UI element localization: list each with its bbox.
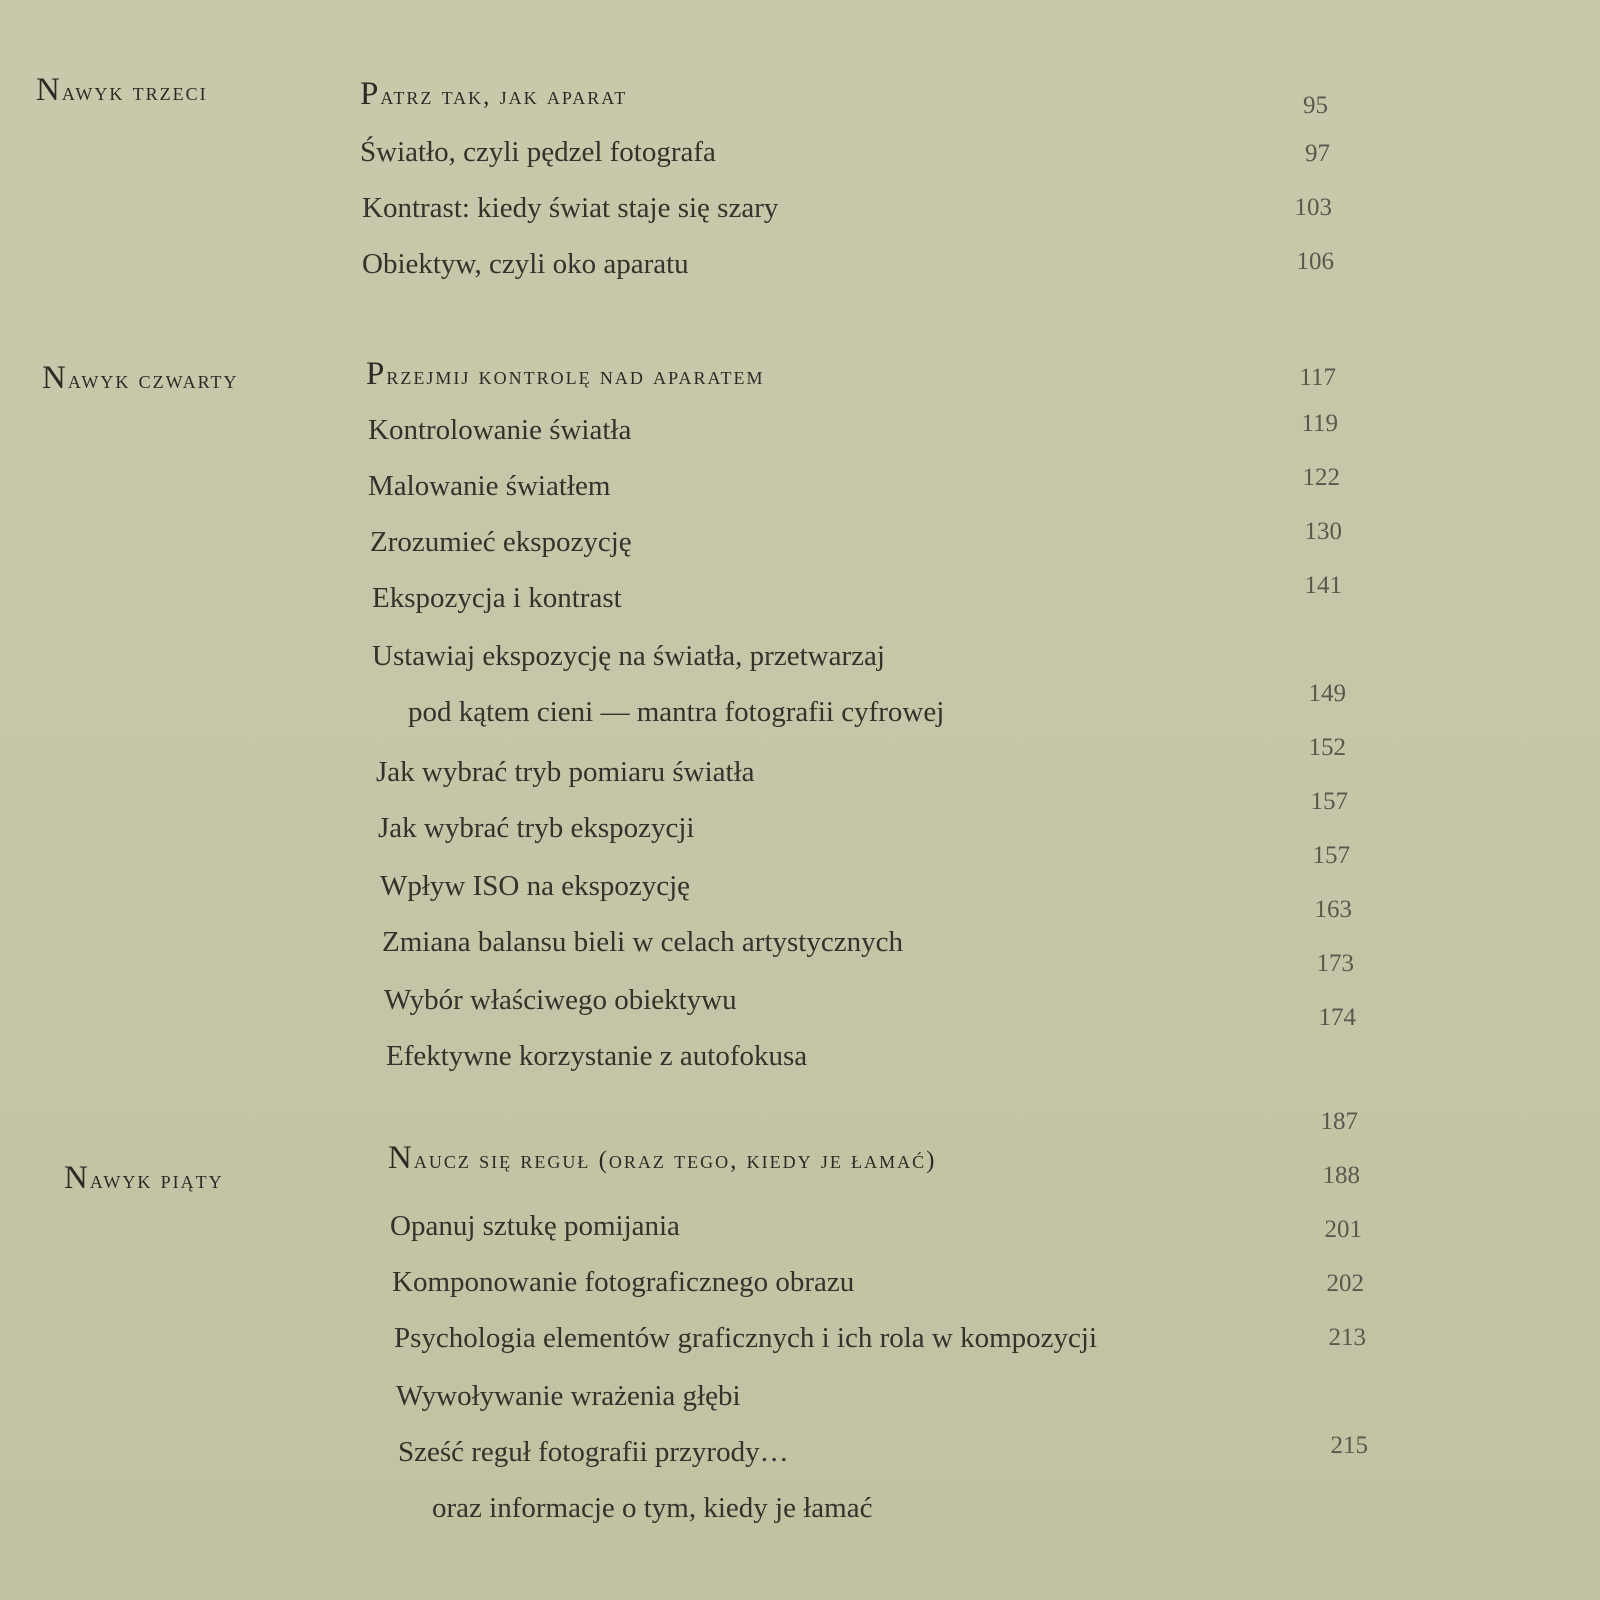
toc-entry: Wpływ ISO na ekspozycję [380, 870, 691, 902]
entry-page-number: 174 [1318, 1004, 1356, 1031]
toc-entry: Efektywne korzystanie z autofokusa [386, 1040, 808, 1072]
habit-label: Nawyk trzeci [36, 72, 208, 108]
toc-entry: Jak wybrać tryb ekspozycji [378, 812, 695, 844]
entry-page-number: 202 [1326, 1270, 1364, 1297]
toc-entry: Jak wybrać tryb pomiaru światła [376, 756, 755, 788]
entry-page-number: 106 [1296, 248, 1334, 275]
toc-entry: Psychologia elementów graficznych i ich rola w kompozycji [394, 1322, 1098, 1354]
entry-page-number: 119 [1301, 410, 1338, 437]
entry-page-number: 97 [1305, 140, 1330, 167]
toc-entry: Zmiana balansu bieli w celach artystycznych [382, 926, 903, 958]
toc-entry: Wywoływanie wrażenia głębi [396, 1380, 741, 1412]
toc-entry-continuation: pod kątem cieni — mantra fotografii cyfrowej [408, 696, 945, 728]
chapter-title: Przejmij kontrolę nad aparatem [366, 356, 765, 392]
chapter-page-number: 117 [1299, 364, 1336, 391]
toc-entry: Sześć reguł fotografii przyrody… [398, 1436, 789, 1468]
entry-page-number: 163 [1314, 896, 1352, 923]
entry-page-number: 213 [1328, 1324, 1366, 1351]
toc-entry: Komponowanie fotograficznego obrazu [392, 1266, 855, 1298]
toc-entry: Malowanie światłem [368, 470, 611, 502]
entry-page-number: 173 [1316, 950, 1354, 977]
entry-page-number: 130 [1304, 518, 1342, 545]
toc-entry: Kontrolowanie światła [368, 414, 632, 446]
entry-page-number: 149 [1308, 680, 1346, 707]
entry-page-number: 157 [1312, 842, 1350, 869]
chapter-title: Naucz się reguł (oraz tego, kiedy je łamać) [388, 1140, 937, 1176]
toc-entry: Wybór właściwego obiektywu [384, 984, 737, 1016]
habit-label: Nawyk czwarty [42, 360, 239, 396]
entry-page-number: 157 [1310, 788, 1348, 815]
entry-page-number: 201 [1324, 1216, 1362, 1243]
chapter-title: Patrz tak, jak aparat [360, 76, 628, 112]
entry-page-number: 215 [1330, 1432, 1368, 1459]
toc-entry: Światło, czyli pędzel fotografa [360, 136, 716, 168]
entry-page-number: 122 [1302, 464, 1340, 491]
chapter-page-number: 187 [1320, 1108, 1358, 1135]
toc-entry: Kontrast: kiedy świat staje się szary [362, 192, 779, 224]
chapter-page-number: 95 [1303, 92, 1328, 119]
toc-entry: Obiektyw, czyli oko aparatu [362, 248, 689, 280]
toc-entry-continuation: oraz informacje o tym, kiedy je łamać [432, 1492, 873, 1524]
toc-entry: Zrozumieć ekspozycję [370, 526, 632, 558]
toc-entry: Opanuj sztukę pomijania [390, 1210, 680, 1242]
toc-entry: Ustawiaj ekspozycję na światła, przetwarzaj [372, 640, 885, 672]
toc-entry: Ekspozycja i kontrast [372, 582, 622, 614]
entry-page-number: 141 [1304, 572, 1342, 599]
entry-page-number: 188 [1322, 1162, 1360, 1189]
habit-label: Nawyk piąty [64, 1160, 224, 1196]
entry-page-number: 152 [1308, 734, 1346, 761]
entry-page-number: 103 [1294, 194, 1332, 221]
